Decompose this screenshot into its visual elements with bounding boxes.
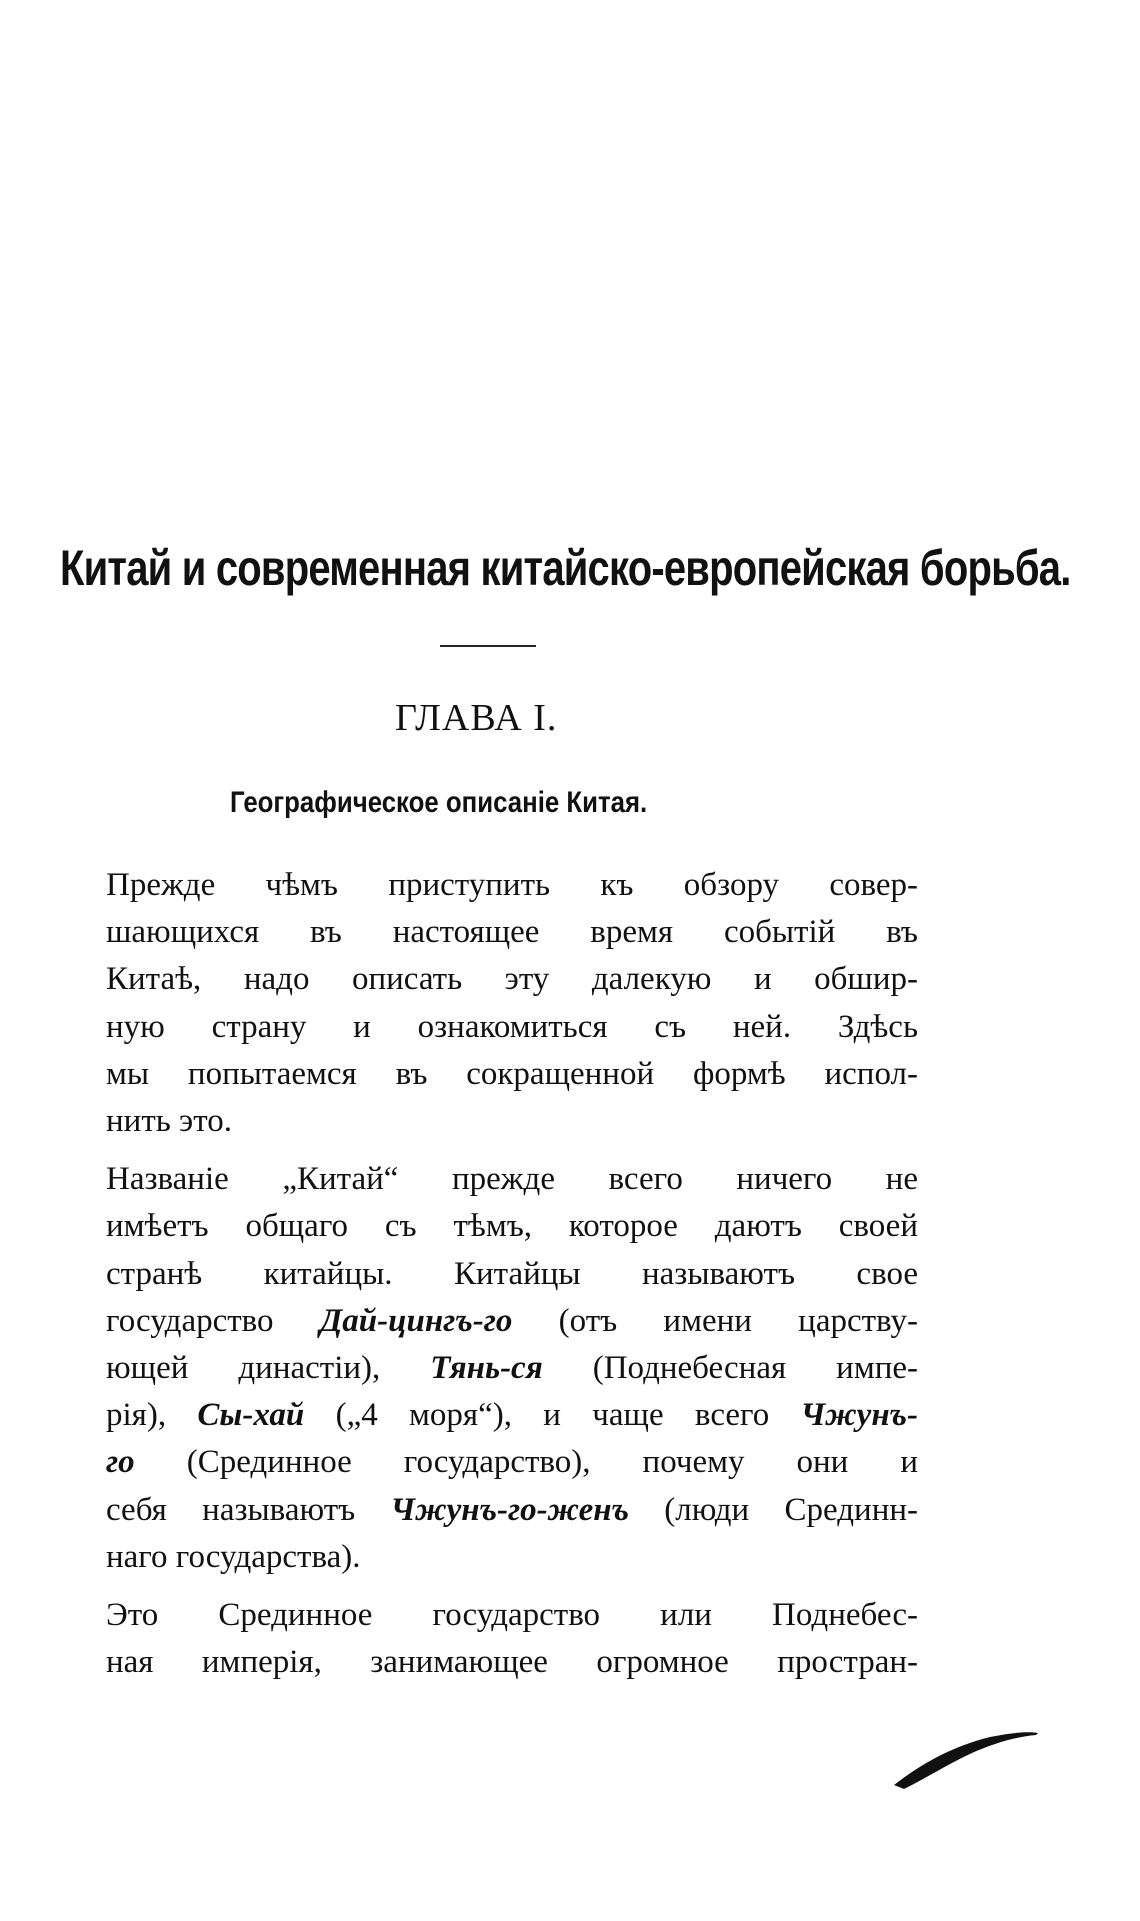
body-text xyxy=(106,862,918,1697)
text-line: наго государства). xyxy=(106,1538,361,1575)
text-segment: государство xyxy=(106,1302,320,1339)
text-line: шающихся въ настоящее время событій въ xyxy=(106,914,918,951)
text-segment: (люди Срединн- xyxy=(628,1491,918,1528)
italic-term: Чжунъ- xyxy=(800,1397,919,1434)
text-line xyxy=(106,1392,918,1439)
text-line: Китаѣ, надо описать эту далекую и обшир- xyxy=(106,961,918,998)
text-segment: себя называютъ xyxy=(106,1491,391,1528)
text-line: ную страну и ознакомиться съ ней. Здѣсь xyxy=(106,1008,918,1045)
text-line xyxy=(106,1487,918,1534)
text-segment: (отъ имени царству- xyxy=(512,1302,918,1339)
italic-term: го xyxy=(106,1444,135,1481)
text-line: нить это. xyxy=(106,1103,232,1140)
paragraph-2 xyxy=(106,1156,918,1581)
title-divider xyxy=(440,645,536,647)
italic-term: Дай-цингъ-го xyxy=(319,1302,513,1339)
paragraph-3 xyxy=(106,1592,918,1686)
italic-term: Чжунъ-го-женъ xyxy=(390,1491,629,1528)
text-segment: рія), xyxy=(106,1397,198,1434)
text-line: мы попытаемся въ сокращенной формѣ испол- xyxy=(106,1055,918,1092)
chapter-subtitle: Географическое описаніе Китая. xyxy=(230,786,648,819)
text-segment: (Срединное государство), почему они и xyxy=(134,1444,918,1481)
text-line: ная имперія, занимающее огромное простран- xyxy=(106,1644,918,1681)
text-line xyxy=(106,1345,918,1392)
page-title: Китай и современная китайско-европейская борьба. xyxy=(60,540,1071,596)
text-line xyxy=(106,1298,918,1345)
text-line xyxy=(106,1439,918,1486)
text-line: Прежде чѣмъ приступить къ обзору совер- xyxy=(106,867,918,903)
chapter-heading: ГЛАВА I. xyxy=(395,697,558,739)
italic-term: Сы-хай xyxy=(197,1397,305,1434)
text-line: Названіе „Китай“ прежде всего ничего не xyxy=(106,1161,918,1198)
ink-smudge-icon xyxy=(890,1725,1040,1795)
text-segment: (Поднебесная импе- xyxy=(542,1350,918,1387)
text-line: странѣ китайцы. Китайцы называютъ свое xyxy=(106,1255,918,1292)
text-segment: („4 моря“), и чаще всего xyxy=(304,1397,801,1434)
text-segment: ющей династіи), xyxy=(106,1350,431,1387)
text-line: имѣетъ общаго съ тѣмъ, которое даютъ своей xyxy=(106,1208,918,1245)
text-line: Это Срединное государство или Поднебес- xyxy=(106,1597,918,1634)
italic-term: Тянь-ся xyxy=(430,1350,543,1387)
paragraph-1 xyxy=(106,862,918,1145)
